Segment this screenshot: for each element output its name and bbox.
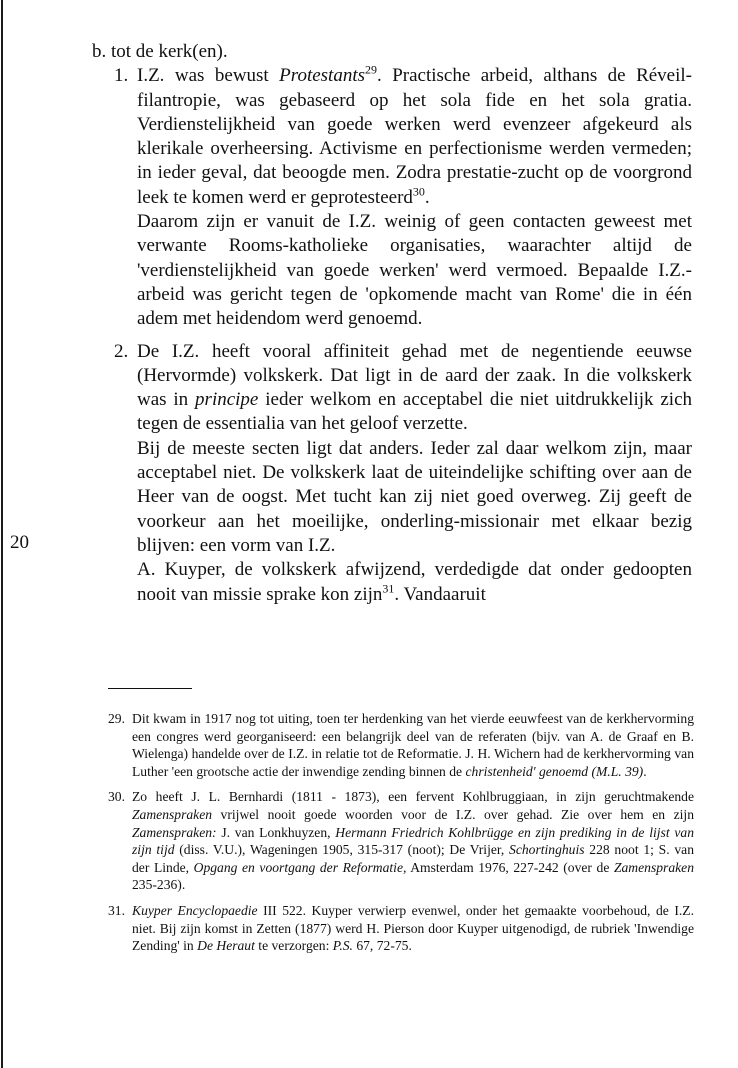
footnote-number: 31. [108,902,125,918]
text-run: Dit kwam in 1917 nog tot uiting, toen ter herdenking van het vierde eeuwfeest van de kerkhervorming een congres werd georganiseerd: een belangrijk deel van de referaten (bijv. van A. de Graaf en B. Wielenga) handelde over de I.Z. in relatie tot de Reformatie. J. H. Wichern had de kerkhervorming van Luther 'een grootsche actie der inwendige zending binnen de [132,711,694,779]
text-run: ieder welkom en acceptabel die niet uitdrukkelijk zich tegen de essentialia van het geloof verzette. [137,389,693,435]
italic-term: Hermann Friedrich Kohlbrügge en zijn prediking in de lijst van zijn tijd [132,824,694,858]
italic-term: principe [195,389,259,411]
italic-term: Kuyper Encyclopaedie [132,902,258,918]
text-run: . Vandaaruit [394,583,486,605]
footnote-separator [108,688,192,689]
text-run: 67, 72-75. [352,938,412,954]
footnote-29 [108,710,694,780]
text-run: . Practische arbeid, althans de Réveil-filantropie, was gebaseerd op het sola fide en het sola gratia. Verdienstelijkheid van goede werken werd evenzeer afgekeurd als klerikale overheersing. Activisme en perfectionisme werden vermeden; in ieder geval, dat beoogde men. Zodra prestatie-zucht op de voorgrond leek te komen werd er geprotesteerd [137,65,692,208]
list-item-2 [92,340,692,607]
text-run: A. Kuyper, de volkskerk afwijzend, verdedigde dat onder gedoopten nooit van missie sprake kon zijn [137,559,692,605]
footnotes [108,710,694,963]
page-edge-rule [1,0,3,1068]
italic-term: Zamenspraken: [132,824,217,840]
italic-term: De Heraut [197,938,255,954]
italic-term: Zamenspraken [613,859,694,875]
text-run: 228 noot 1; S. van der Linde, [132,842,694,875]
text-run: I.Z. was bewust [137,65,280,87]
paragraph [137,64,692,210]
text-run: J. van Lonkhuyzen, [216,824,336,840]
footnote-31 [108,902,694,955]
italic-term: christenheid' genoemd (M.L. 39) [465,763,644,779]
footnote-30 [108,788,694,894]
text-run: De I.Z. heeft vooral affiniteit gehad met de negentiende eeuwse (Hervormde) volkskerk. Dat ligt in de aard der zaak. In die volkskerk was in [137,340,692,411]
paragraph: Daarom zijn er vanuit de I.Z. weinig of geen contacten geweest met verwante Rooms-katholieke organisaties, waarachter altijd de 'verdienstelijkheid van goede werken' werd vermoed. Bepaalde I.Z.-arbeid was gericht tegen de 'opkomende macht van Rome' die in één adem met heidendom werd genoemd. [137,211,692,330]
text-run: III 522. Kuyper verwierp evenwel, onder het gemaakte voorbehoud, de I.Z. niet. Bij zijn komst in Zetten (1877) werd H. Pierson door Kuyper uitgenodigd, de rubriek 'Inwendige Zending' in [132,902,694,954]
footnote-text [132,788,694,894]
text-run: . [424,186,430,208]
text-run: Zo heeft J. L. Bernhardi (1811 - 1873), een fervent Kohlbruggiaan, in zijn geruchtmakende [132,789,694,805]
text-run: (diss. V.U.), Wageningen 1905, 315-317 (noot); De Vrijer, [174,842,510,858]
italic-term: Schortinghuis [509,842,585,858]
main-text [92,40,692,607]
footnote-ref[interactable]: 29 [365,62,378,77]
footnote-text [132,710,694,780]
text-run: Amsterdam 1976, 227-242 (over de [406,859,614,875]
text-run: 235-236). [132,877,186,893]
italic-term: P.S. [332,938,353,954]
italic-term: Protestants [279,65,366,87]
paragraph: Bij de meeste secten ligt dat anders. Ieder zal daar welkom zijn, maar acceptabel niet. De volkskerk laat de uiteindelijke schifting over aan de Heer van de oogst. Met tucht kan zij niet goed overweg. Zij geeft de voorkeur aan het moeilijke, onderling-missionair met elkaar bezig blijven: een vorm van I.Z. [137,437,692,556]
list-item-number: 1. [114,65,129,87]
paragraph [137,340,692,437]
italic-term: Zamenspraken [132,806,213,822]
text-run: vrijwel nooit goede woorden voor de I.Z. over gehad. Zie over hem en zijn [212,806,694,822]
text-run: te verzorgen: [254,938,333,954]
margin-line-number: 20 [10,532,29,553]
footnote-ref[interactable]: 30 [412,184,425,199]
footnote-text [132,902,694,955]
list-item-1 [92,64,692,331]
italic-term: Opgang en voortgang der Reformatie, [193,859,407,875]
text-run: . [643,763,647,779]
list-item-number: 2. [114,340,129,362]
footnote-ref[interactable]: 31 [382,581,395,596]
paragraph [137,558,692,607]
footnote-number: 29. [108,711,125,726]
footnote-number: 30. [108,789,125,805]
section-label: b. tot de kerk(en). [92,41,228,62]
